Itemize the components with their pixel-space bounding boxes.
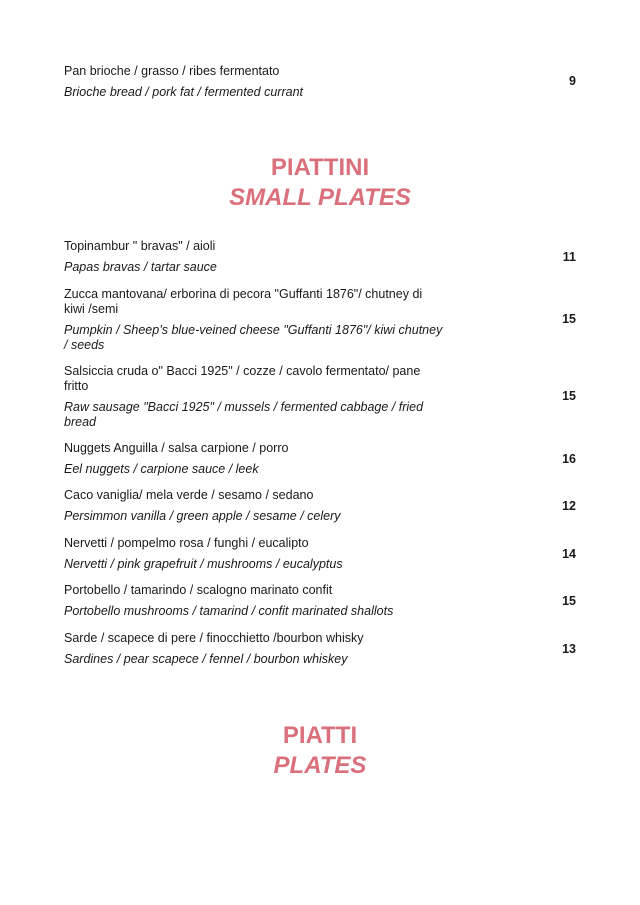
item-price: 14	[562, 547, 576, 561]
section-title-en: PLATES	[273, 752, 367, 779]
menu-item	[64, 536, 584, 572]
item-name-it: Caco vaniglia/ mela verde / sesamo / sedano	[64, 488, 314, 502]
item-name-it: Nuggets Anguilla / salsa carpione / porro	[64, 441, 289, 455]
item-name-it: Pan brioche / grasso / ribes fermentato	[64, 64, 280, 78]
item-name-en: Pumpkin / Sheep’s blue-veined cheese "Guffanti 1876"/ kiwi chutney / seeds	[64, 323, 443, 352]
menu-item	[64, 488, 584, 524]
menu-item	[64, 583, 584, 619]
item-name-en: Portobello mushrooms / tamarind / confit marinated shallots	[64, 604, 394, 618]
section-title-it: PIATTINI	[270, 154, 370, 181]
item-price: 15	[562, 312, 576, 326]
item-name-it: Topinambur " bravas" / aioli	[64, 239, 216, 253]
menu-item	[64, 239, 584, 275]
menu-item	[64, 364, 584, 430]
item-name-it: Portobello / tamarindo / scalogno marinato confit	[64, 583, 333, 597]
item-price: 13	[562, 642, 576, 656]
section-title-it: PIATTI	[282, 722, 358, 749]
item-name-en: Papas bravas / tartar sauce	[64, 260, 217, 274]
item-name-it: Zucca mantovana/ erborina di pecora "Guffanti 1876"/ chutney di kiwi /semi	[64, 287, 423, 316]
section-title-en: SMALL PLATES	[229, 184, 411, 211]
item-price: 15	[562, 389, 576, 403]
item-name-en: Raw sausage "Bacci 1925" / mussels / fermented cabbage / fried bread	[64, 400, 424, 429]
item-name-en: Persimmon vanilla / green apple / sesame / celery	[64, 509, 341, 523]
item-name-en: Brioche bread / pork fat / fermented currant	[64, 85, 304, 99]
section-title-plates	[0, 721, 640, 781]
item-price: 11	[562, 250, 576, 264]
menu-item	[64, 287, 584, 353]
menu-item	[64, 64, 584, 100]
section-title-small-plates	[0, 153, 640, 213]
menu-item	[64, 631, 584, 667]
item-price: 9	[569, 74, 576, 88]
item-name-en: Nervetti / pink grapefruit / mushrooms / eucalyptus	[64, 557, 343, 571]
menu-item	[64, 441, 584, 477]
item-price: 16	[562, 452, 576, 466]
item-name-en: Eel nuggets / carpione sauce / leek	[64, 462, 259, 476]
item-name-it: Nervetti / pompelmo rosa / funghi / eucalipto	[64, 536, 309, 550]
item-name-it: Salsiccia cruda o" Bacci 1925" / cozze / cavolo fermentato/ pane fritto	[64, 364, 421, 393]
item-price: 15	[562, 594, 576, 608]
item-name-it: Sarde / scapece di pere / finocchietto /bourbon whisky	[64, 631, 364, 645]
item-name-en: Sardines / pear scapece / fennel / bourbon whiskey	[64, 652, 348, 666]
item-price: 12	[562, 499, 576, 513]
